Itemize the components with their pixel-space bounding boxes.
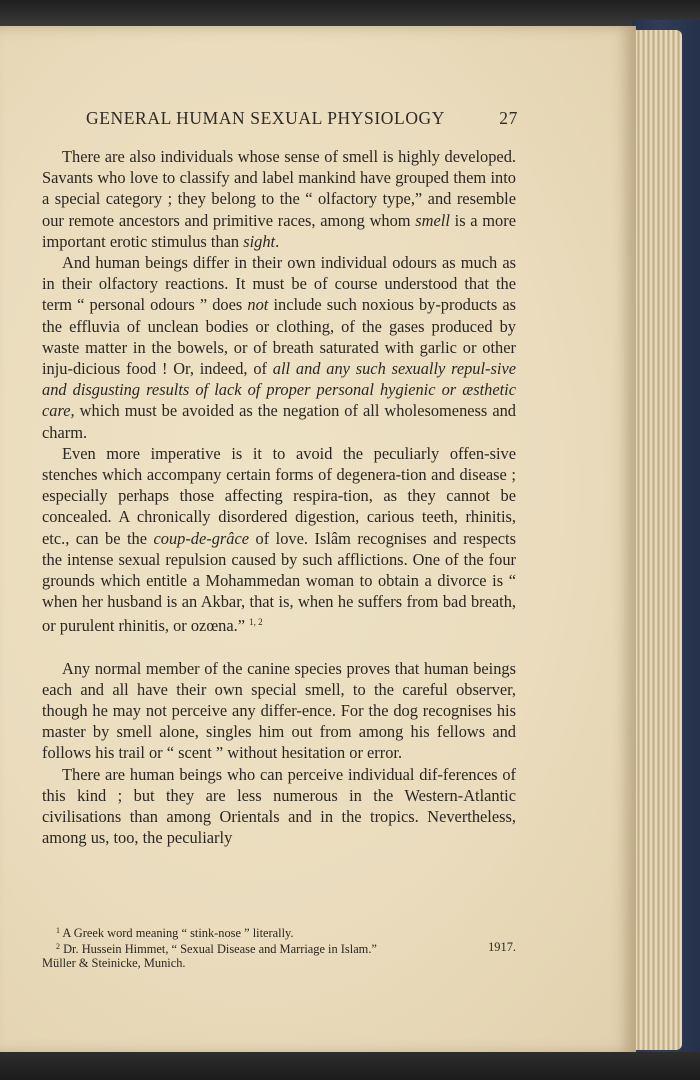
footnote-2-mark: 2 bbox=[56, 942, 60, 951]
paragraph-3 bbox=[42, 443, 516, 637]
body-text bbox=[42, 146, 516, 849]
page-number: 27 bbox=[499, 108, 518, 128]
paragraph-1-text-a: There are also individuals whose sense of smell is highly developed. Savants who love to classify and label mankind have grouped them into a special category ; they belong to the “ olfactory type,” and resemble our remote ancestors and primitive races, among whom bbox=[42, 147, 516, 230]
paragraph-1-italic-smell: smell bbox=[415, 210, 450, 230]
paragraph-3-text-c: of love. Islâm recognises and respects the intense sexual repulsion caused by such afflictions. One of the four grounds which entitle a Mohammedan woman to obtain a divorce is “ when her husband is an Akbar, that is, when he suffers from bad breath, or purulent rhinitis, or ozœna.” bbox=[42, 528, 516, 636]
paragraph-1-text-e: . bbox=[275, 231, 280, 251]
book-page bbox=[0, 26, 636, 1054]
footnote-1-mark: 1 bbox=[56, 926, 60, 935]
scan-background-bottom bbox=[0, 1052, 700, 1080]
footnote-2 bbox=[42, 940, 516, 956]
paragraph-2-text-e: which must be avoided as the negation of all wholesomeness and charm. bbox=[42, 401, 516, 442]
paragraph-1-text-c: is a more important erotic stimulus than bbox=[42, 210, 516, 251]
running-head-title: GENERAL HUMAN SEXUAL PHYSIOLOGY bbox=[86, 108, 446, 128]
paragraph-5: There are human beings who can perceive individual dif-ferences of this kind ; but they are less numerous in the Western-Atlantic civilisations than among Orientals and in the tropics. Nevertheless, among us, too, the peculiarly bbox=[42, 764, 516, 848]
footnote-1 bbox=[42, 924, 516, 940]
footnote-reference: 1, 2 bbox=[249, 617, 263, 628]
scan-background-top bbox=[0, 0, 700, 26]
paragraph-2-text-c: include such noxious by-products as the effluvia of unclean bodies or clothing, of the gases produced by waste matter in the bowels, or of breath saturated with garlic or other inju-dicious food ! Or, indeed, of bbox=[42, 295, 516, 379]
footnote-2-continuation: Müller & Steinicke, Munich. bbox=[42, 956, 186, 970]
paragraph-4: Any normal member of the canine species proves that human beings each and all have their own special smell, to the careful observer, though he may not perceive any differ-ence. For the dog recognises his master by smell alone, singles him out from among his fellows and follows his trail or “ scent ” without hesitation or error. bbox=[42, 658, 516, 763]
paragraph-3-italic-coup-de-grace: coup-de-grâce bbox=[153, 528, 250, 548]
paragraph-1-italic-sight: sight bbox=[243, 231, 276, 251]
paragraph-2-text-a: And human beings differ in their own individual odours as much as in their olfactory reactions. It must be of course understood that the term “ personal odours ” does bbox=[42, 253, 516, 315]
footnote-2-year: 1917. bbox=[488, 940, 516, 954]
footnote-1-text: A Greek word meaning “ stink-nose ” literally. bbox=[62, 926, 294, 940]
footnote-2-text: Dr. Hussein Himmet, “ Sexual Disease and Marriage in Islam.” bbox=[63, 942, 377, 956]
paragraph-1 bbox=[42, 146, 516, 252]
running-head bbox=[86, 108, 518, 129]
paragraph-2 bbox=[42, 252, 516, 443]
paragraph-2-italic-phrase: all and any such sexually repul-sive and disgusting results of lack of proper personal hygienic or æsthetic care, bbox=[42, 359, 517, 421]
paragraph-3-text-a: Even more imperative is it to avoid the peculiarly offen-sive stenches which accompany certain forms of degenera-tion and disease ; especially perhaps those affecting respira-tion, as they cannot be concealed. A chronically disordered digestion, carious teeth, rhinitis, etc., can be the bbox=[42, 443, 516, 548]
footnotes bbox=[42, 924, 516, 970]
paragraph-2-italic-not: not bbox=[247, 295, 269, 315]
